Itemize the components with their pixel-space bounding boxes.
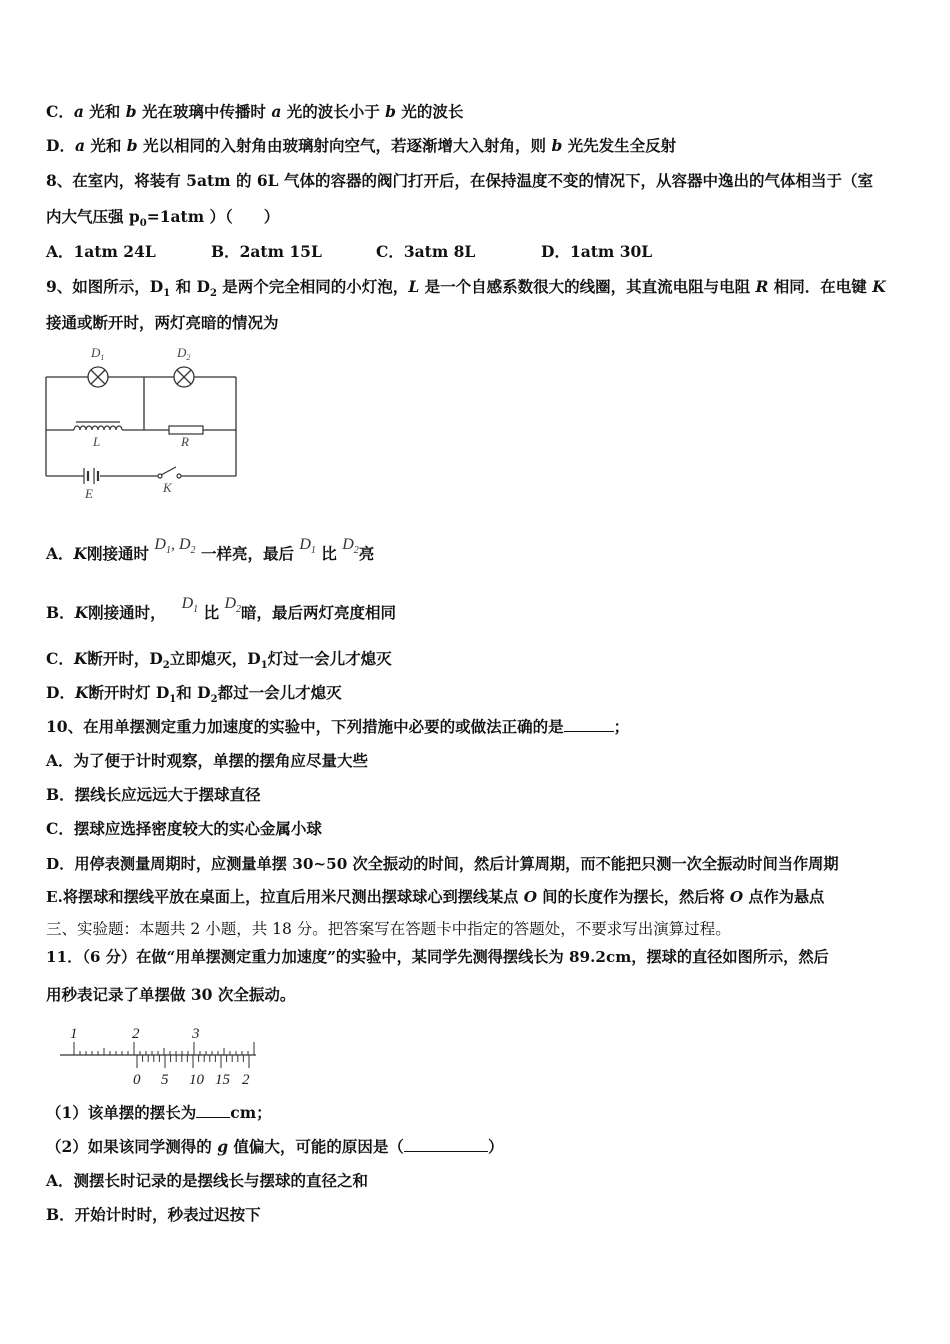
q7-option-c: C．a 光和 b 光在玻璃中传播时 a 光的波长小于 b 光的波长 bbox=[46, 102, 464, 121]
battery-icon bbox=[84, 468, 98, 484]
lamp-d2-icon bbox=[174, 367, 194, 387]
q11-option-a: A．测摆长时记录的是摆线长与摆球的直径之和 bbox=[46, 1171, 369, 1190]
lamp-d1-icon bbox=[88, 367, 108, 387]
q8-stem-line1: 8、在室内，将装有 5atm 的 6L 气体的容器的阀门打开后，在保持温度不变的情况下，从容器中逸出的气体相当于（室 bbox=[46, 171, 873, 190]
q11-sub1-answer-blank[interactable] bbox=[196, 1103, 230, 1118]
q9-stem-line1: 9、如图所示，$D_1$ 和 $D_2$ 是两个完全相同的小灯泡，L 是一个自感系数很大的线圈，其直流电阻与电阻 R 相同．在电键 K bbox=[46, 277, 886, 300]
caliper-vernier-label-15: 15 bbox=[215, 1072, 230, 1088]
q8-option-a: A．1atm 24L bbox=[46, 242, 156, 261]
circuit-diagram bbox=[40, 340, 250, 505]
q9-option-a: A．K刚接通时 $D_1$, $D_2$ 一样亮，最后 $D_1$ 比 $D_2$亮 bbox=[46, 536, 375, 563]
svg-text:D2: $D_2$ bbox=[177, 345, 191, 362]
q11-stem-line1: 11．（6 分）在做“用单摆测定重力加速度”的实验中，某同学先测得摆线长为 89.2cm，摆球的直径如图所示，然后 bbox=[46, 948, 829, 966]
section-3-heading: 三、实验题：本题共 2 小题，共 18 分。把答案写在答题卡中指定的答题处，不要求写出演算过程。 bbox=[46, 920, 731, 938]
q10-option-b: B．摆线长应远远大于摆球直径 bbox=[46, 785, 261, 804]
q8-option-b: B．2atm 15L bbox=[211, 242, 322, 261]
q9-stem-line2: 接通或断开时，两灯亮暗的情况为 bbox=[46, 313, 279, 332]
inductor-icon bbox=[74, 422, 122, 430]
resistor-icon bbox=[169, 426, 203, 434]
circuit-label-e: E bbox=[85, 486, 93, 501]
circuit-label-r: R bbox=[181, 434, 189, 449]
caliper-vernier-label-10: 10 bbox=[189, 1072, 204, 1088]
q10-option-c: C．摆球应选择密度较大的实心金属小球 bbox=[46, 819, 322, 838]
caliper-main-label-1: 1 bbox=[70, 1026, 78, 1042]
q10-option-a: A．为了便于计时观察，单摆的摆角应尽量大些 bbox=[46, 751, 369, 770]
q9-option-c: C．K断开时，$D_2$立即熄灭，$D_1$灯过一会儿才熄灭 bbox=[46, 649, 392, 672]
q10-stem: 10、在用单摆测定重力加速度的实验中，下列措施中必要的或做法正确的是 ； bbox=[46, 717, 630, 736]
q10-option-e: E.将摆球和摆线平放在桌面上，拉直后用米尺测出摆球球心到摆线某点 O 间的长度作为摆长，然后将 O 点作为悬点 bbox=[46, 888, 825, 906]
caliper-main-label-2: 2 bbox=[132, 1026, 140, 1042]
circuit-label-k: K bbox=[163, 480, 172, 495]
q11-sub2: （2）如果该同学测得的 g 值偏大，可能的原因是（ ） bbox=[46, 1137, 504, 1156]
q11-sub2-answer-blank[interactable] bbox=[404, 1137, 488, 1152]
circuit-label-d2: D bbox=[177, 345, 187, 360]
circuit-label-d1: D bbox=[91, 345, 101, 360]
q10-option-d: D．用停表测量周期时，应测量单摆 30~50 次全振动的时间，然后计算周期，而不能把只测一次全振动时间当作周期 bbox=[46, 855, 839, 873]
svg-text:D1: $D_1$ bbox=[91, 345, 105, 362]
circuit-label-l: L bbox=[93, 434, 101, 449]
q11-sub1: （1）该单摆的摆长为 cm； bbox=[46, 1103, 272, 1122]
q9-option-d: D．K断开时灯 $D_1$和 $D_2$都过一会儿才熄灭 bbox=[46, 683, 342, 706]
q8-option-d: D．1atm 30L bbox=[541, 242, 653, 261]
caliper-main-label-3: 3 bbox=[192, 1026, 200, 1042]
q9-option-b: B．K刚接通时， $D_1$ 比 $D_2$暗，最后两灯亮度相同 bbox=[46, 595, 397, 622]
caliper-vernier-label-5: 5 bbox=[161, 1072, 169, 1088]
q11-option-b: B．开始计时时，秒表过迟按下 bbox=[46, 1205, 261, 1224]
vernier-caliper-diagram bbox=[56, 1022, 266, 1088]
q8-stem-line2: 内大气压强 $p_0=1atm$ ）（ ） bbox=[46, 207, 280, 230]
q8-option-c: C．3atm 8L bbox=[376, 242, 476, 261]
caliper-vernier-label-20: 2 bbox=[242, 1072, 250, 1088]
caliper-vernier-label-0: 0 bbox=[133, 1072, 141, 1088]
q10-answer-blank[interactable] bbox=[564, 717, 614, 732]
q7-option-d: D．a 光和 b 光以相同的入射角由玻璃射向空气，若逐渐增大入射角，则 b 光先发生全反射 bbox=[46, 136, 677, 155]
q11-stem-line2: 用秒表记录了单摆做 30 次全振动。 bbox=[46, 985, 296, 1004]
switch-icon bbox=[158, 467, 181, 478]
